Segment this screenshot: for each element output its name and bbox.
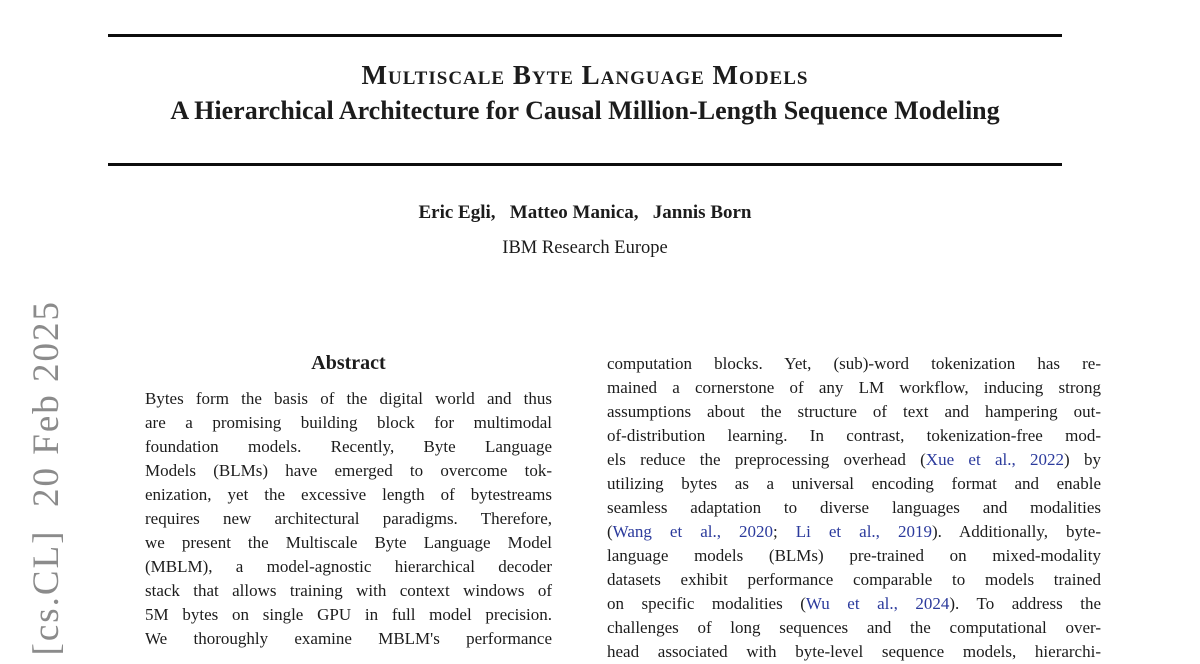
arxiv-sidebar-stamp: [cs.CL] 20 Feb 2025 — [26, 300, 67, 656]
body-line — [607, 352, 1101, 376]
body-line — [607, 448, 1101, 472]
text-segment: of-distribution learning. In contrast, tokenization-free mod- — [607, 426, 1101, 445]
text-segment: mained a cornerstone of any LM workflow, inducing strong — [607, 378, 1101, 397]
paper-title: Multiscale Byte Language Models — [361, 60, 809, 90]
text-segment: on specific modalities ( — [607, 594, 806, 613]
abstract-text — [145, 387, 552, 651]
abstract-line: stack that allows training with context windows of — [145, 581, 552, 600]
text-segment: challenges of long sequences and the computational over- — [607, 618, 1101, 637]
body-line — [607, 472, 1101, 496]
text-segment: language models (BLMs) pre-trained on mixed-modality — [607, 546, 1101, 565]
text-segment: ; — [773, 522, 796, 541]
citation-link[interactable]: Wang et al., 2020 — [612, 522, 773, 541]
body-line — [607, 520, 1101, 544]
text-segment: ). To address the — [949, 594, 1101, 613]
text-segment: utilizing bytes as a universal encoding format and enable — [607, 474, 1101, 493]
citation-link[interactable]: Xue et al., 2022 — [925, 450, 1065, 469]
header-rule-top — [108, 34, 1062, 37]
abstract-line: enization, yet the excessive length of bytestreams — [145, 485, 552, 504]
body-line — [607, 424, 1101, 448]
abstract-line: are a promising building block for multimodal — [145, 413, 552, 432]
body-line — [607, 616, 1101, 640]
abstract-line: Models (BLMs) have emerged to overcome tok- — [145, 461, 552, 480]
text-segment: computation blocks. Yet, (sub)-word tokenization has re- — [607, 354, 1101, 373]
abstract-line: 5M bytes on single GPU in full model precision. — [145, 605, 552, 624]
text-segment: seamless adaptation to diverse languages and modalities — [607, 498, 1101, 517]
body-line — [607, 640, 1101, 664]
abstract-line: requires new architectural paradigms. Therefore, — [145, 509, 552, 528]
text-segment: ) by — [1064, 450, 1102, 469]
abstract-heading: Abstract — [311, 352, 386, 374]
body-line — [607, 592, 1101, 616]
body-line — [607, 400, 1101, 424]
text-segment: ( — [607, 522, 613, 541]
body-line — [607, 496, 1101, 520]
abstract-line: (MBLM), a model-agnostic hierarchical decoder — [145, 557, 552, 576]
abstract-line: We thoroughly examine MBLM's performance — [145, 629, 552, 648]
authors-line: Eric Egli, Matteo Manica, Jannis Born — [418, 202, 752, 223]
text-segment: head associated with byte-level sequence models, hierarchi- — [607, 642, 1101, 661]
abstract-section — [145, 352, 552, 651]
abstract-line: Bytes form the basis of the digital world and thus — [145, 389, 552, 408]
affiliation: IBM Research Europe — [502, 238, 668, 258]
citation-link[interactable]: Wu et al., 2024 — [805, 594, 950, 613]
abstract-line: foundation models. Recently, Byte Language — [145, 437, 552, 456]
text-segment: datasets exhibit performance comparable to models trained — [607, 570, 1101, 589]
introduction-column — [607, 352, 1101, 664]
header-rule-bottom — [108, 163, 1062, 166]
body-line — [607, 544, 1101, 568]
abstract-line: we present the Multiscale Byte Language Model — [145, 533, 552, 552]
text-segment: ). Additionally, byte- — [931, 522, 1101, 541]
text-segment: assumptions about the structure of text and hampering out- — [607, 402, 1101, 421]
paper-subtitle: A Hierarchical Architecture for Causal Million-Length Sequence Modeling — [170, 96, 1000, 125]
citation-link[interactable]: Li et al., 2019 — [795, 522, 932, 541]
body-line — [607, 376, 1101, 400]
body-line — [607, 568, 1101, 592]
text-segment: els reduce the preprocessing overhead ( — [607, 450, 926, 469]
